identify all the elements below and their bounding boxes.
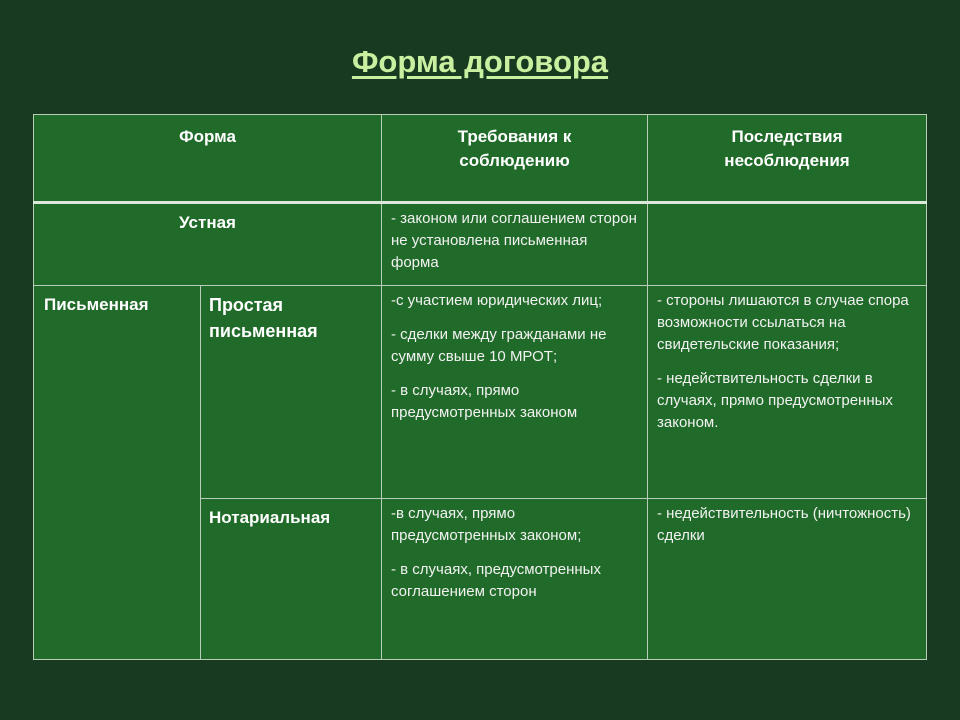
simple-consequence-item: - недействительность сделки в случаях, прямо предусмотренных законом.	[657, 370, 893, 431]
header-form	[34, 115, 382, 203]
notarial-requirement-item: -в случаях, прямо предусмотренных законом;	[391, 505, 582, 544]
notarial-requirements-list	[382, 499, 647, 603]
simple-requirement-item: -с участием юридических лиц;	[391, 292, 603, 309]
oral-label: Устная	[179, 213, 236, 232]
cell-simple-requirements	[382, 286, 648, 499]
written-label: Письменная	[44, 295, 149, 314]
slide-title: Форма договора	[351, 44, 609, 79]
notarial-label: Нотариальная	[209, 508, 331, 527]
simple-requirement-item: - в случаях, прямо предусмотренных законом	[391, 382, 578, 421]
cell-simple-label	[201, 286, 382, 499]
cell-oral-label	[34, 203, 382, 286]
cell-oral-requirements	[382, 203, 648, 286]
simple-consequence-item: - стороны лишаются в случае спора возможности ссылаться на свидетельские показания;	[657, 292, 909, 353]
simple-written-label: Простая письменная	[209, 295, 318, 341]
cell-notarial-requirements	[382, 499, 648, 660]
simple-consequences-list	[648, 286, 926, 434]
header-form-label: Форма	[179, 127, 236, 146]
header-consequences	[648, 115, 927, 203]
cell-notarial-label	[201, 499, 382, 660]
header-requirements	[382, 115, 648, 203]
cell-simple-consequences	[648, 286, 927, 499]
cell-notarial-consequences	[648, 499, 927, 660]
header-consequences-label: Последствия несоблюдения	[724, 127, 850, 170]
table-header-row	[34, 115, 927, 203]
oral-requirements-text: - законом или соглашением сторон не установлена письменная форма	[391, 210, 637, 271]
cell-oral-consequences	[648, 203, 927, 286]
oral-consequences-text	[648, 204, 926, 208]
table-row-oral	[34, 203, 927, 286]
table-row-simple-written	[34, 286, 927, 499]
notarial-consequence-item: - недействительность (ничтожность) сделки	[657, 505, 911, 544]
cell-written-label	[34, 286, 201, 660]
simple-requirement-item: - сделки между гражданами не сумму свыше 10 МРОТ;	[391, 326, 607, 365]
contract-form-table	[33, 114, 927, 660]
header-requirements-label: Требования к соблюдению	[457, 127, 572, 170]
notarial-requirement-item: - в случаях, предусмотренных соглашением сторон	[391, 561, 601, 600]
simple-requirements-list	[382, 286, 647, 424]
notarial-consequences-list	[648, 499, 926, 547]
